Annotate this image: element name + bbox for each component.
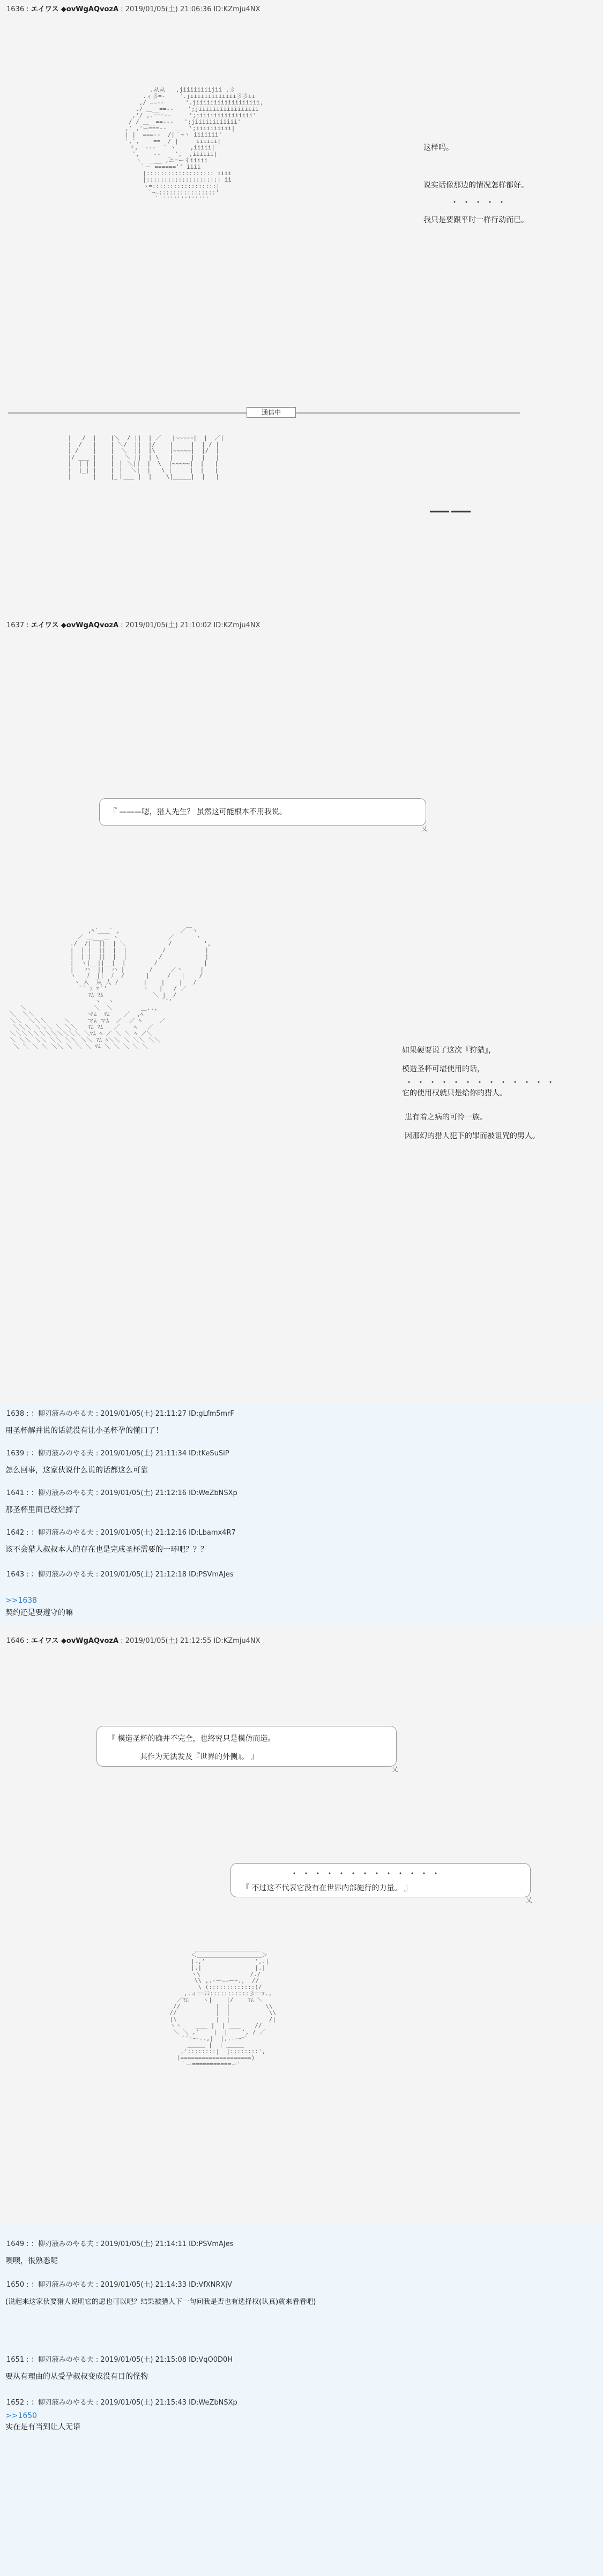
bubble-tail: 乂 <box>421 825 428 832</box>
post-text: 那圣杯里面已经烂掉了 <box>5 1506 80 1514</box>
post-header: 1641 : ：柳刃液みのやる夫 : 2019/01/05(土) 21:12:16 ID:WeZbNSXp <box>6 1489 237 1497</box>
post-text: 怎么回事，这家伙说什么说的话都这么可靠 <box>5 1466 148 1475</box>
post-meta: 2019/01/05(土) 21:15:43 ID:WeZbNSXp <box>100 2399 237 2407</box>
post-header: 1650 : ：柳刃液みのやる夫 : 2019/01/05(土) 21:14:33 ID:VfXNRXjV <box>6 2281 232 2289</box>
post-meta: 2019/01/05(土) 21:06:36 ID:KZmju4NX <box>125 5 260 13</box>
speech-text: 其作为无法发及『世界的外侧』。 』 <box>140 1753 259 1761</box>
post-text: 实在是有当到让人无语 <box>5 2423 80 2431</box>
post-1650 <box>0 2274 603 2349</box>
post-1639 <box>0 1443 603 1483</box>
bubble-tail: 乂 <box>525 1896 532 1904</box>
comm-divider-left <box>8 412 247 414</box>
post-number: 1642 <box>6 1529 25 1537</box>
post-meta: 2019/01/05(土) 21:12:55 ID:KZmju4NX <box>125 1637 260 1645</box>
dialogue-line: 它的使用权就只是给你的猎人。 <box>402 1089 507 1098</box>
speech-bubble <box>99 798 428 832</box>
poster-name: エイワス ◆ovWgAQvozA <box>31 1637 119 1645</box>
post-number: 1637 <box>6 621 25 629</box>
post-meta: 2019/01/05(土) 21:11:27 ID:gLfm5mrF <box>100 1410 234 1418</box>
trailing-dash: —— <box>429 498 472 523</box>
post-meta: 2019/01/05(土) 21:14:11 ID:PSVmAJes <box>100 2240 234 2248</box>
dialogue-line: 模造圣杯可堪使用的话， <box>402 1065 485 1073</box>
post-1638 <box>0 1403 603 1443</box>
dialogue-line: 我只是要跟平时一样行动而已。 <box>423 216 528 224</box>
post-number: 1641 <box>6 1489 25 1497</box>
poster-name: ：柳刃液みのやる夫 <box>31 1529 94 1537</box>
post-number: 1649 <box>6 2240 25 2248</box>
bubble-tail: 乂 <box>391 1766 398 1773</box>
post-meta: 2019/01/05(土) 21:12:18 ID:PSVmAJes <box>100 1571 234 1579</box>
post-number: 1639 <box>6 1450 25 1458</box>
post-number: 1652 <box>6 2399 25 2407</box>
post-1651 <box>0 2349 603 2392</box>
post-1643 <box>0 1562 603 1623</box>
post-1646 <box>0 1623 603 2223</box>
post-header: 1639 : ：柳刃液みのやる夫 : 2019/01/05(土) 21:11:34 ID:tKeSuSiP <box>6 1450 229 1458</box>
reply-anchor-link[interactable]: >>1638 <box>5 1596 38 1605</box>
post-meta: 2019/01/05(土) 21:12:16 ID:WeZbNSXp <box>100 1489 237 1497</box>
poster-name: ：柳刃液みのやる夫 <box>31 2356 94 2364</box>
ascii-art-grail: ＿＿＿＿＿＿＿＿＿＿＿ ＜＿＿＿＿＿＿＿＿＿＿＿＞ |.,' ',.| |.| |.| ヽ\ /./ \\ ,.-ー==ーｰ., // \ (:::::::::::::)/ ,.ィ==ﾐﾐ:::::::::::彡==ｧ., ／ﾏﾑ ヽ| |/ ﾏﾑ ＼ // | | \\ // | | \\ |\ | | /| ヽヽ ＿＿ | | ＿＿ // ＼ ＼ ,' | | ', / ／ ｀ﾞ=ｰ-..,| |,..-ｰ=ﾞ ＿＿＿ | | ＿＿＿ ,'::::::::| |::::::::', (====================) ｀ー===========ー' <box>169 1945 277 2068</box>
comm-label: 通信中 <box>261 409 281 416</box>
speech-text: 『 不过这不代表它没有在世界内部施行的力量。 』 <box>242 1884 412 1892</box>
poster-name: ：柳刃液みのやる夫 <box>31 1489 94 1497</box>
poster-name: ：柳刃液みのやる夫 <box>31 2399 94 2407</box>
post-number: 1650 <box>6 2281 25 2289</box>
post-header: 1643 : ：柳刃液みのやる夫 : 2019/01/05(土) 21:12:18 ID:PSVmAJes <box>6 1571 234 1579</box>
post-number: 1646 <box>6 1637 25 1645</box>
poster-name: ：柳刃液みのやる夫 <box>31 1450 94 1458</box>
poster-name: ：柳刃液みのやる夫 <box>31 2281 94 2289</box>
comm-status-box <box>247 407 296 418</box>
ascii-art-figure: ,ﾍ´＿＿ﾞ , ／￣ヽ ／ ＿___＿ ヽ ／ ヽ ./ /| || | ＼ / ', | | | || | | / | | | | || | | / | | ヽ|__||__| | / | | ハ || ハ | / ／ヽ | ヽ ﾉ || ﾉ / | / | / ヽ 人 从 人 / | | | / ｀ﾞ ﾌ ﾏ ﾞ' ヽ | / ／ ﾏﾑ ﾏﾑ ＼ | / ヽ ヽ ｀ﾞ' ＼ ＼ ＼ ＿.., ＼ ＼＼ マﾑ ﾏﾑ ／ ,ﾍ ＼＼ ＼＼＼ ＼ マﾑ マﾑ ／ ／ ﾍ ／ ＼＼＼ ＼＼＼ ＼ ＼＼ ﾏﾑ ﾏﾑ ／ ﾍ ／ ＼＼＼＼＼＼＼＼＼＼＼＼ ＼ﾏﾑ ﾍ ／ ＼ ＼ ﾍ ／＼ ＼ ＼＼ ＼＼ ＼＼ ＼＼ ＼＼ ﾏﾑ ﾍ＼＼ ＼ ＼＼ ＼＼ ＼ ＼ ＼ ＼ ＼＼ ＼ ＼ ＼ ﾏﾑ ＼ ＼ ＼ ＼ ＼ <box>10 927 211 1050</box>
post-number: 1636 <box>6 5 25 13</box>
post-header: 1636 : エイワス ◆ovWgAQvozA : 2019/01/05(土) 21:06:36 ID:KZmju4NX <box>6 5 260 13</box>
post-number: 1643 <box>6 1571 25 1579</box>
poster-name: エイワス ◆ovWgAQvozA <box>31 621 119 629</box>
post-1649 <box>0 2223 603 2274</box>
post-meta: 2019/01/05(土) 21:11:34 ID:tKeSuSiP <box>100 1450 229 1458</box>
poster-name: ：柳刃液みのやる夫 <box>31 1571 94 1579</box>
post-meta: 2019/01/05(土) 21:15:08 ID:VqO0D0H <box>100 2356 233 2364</box>
post-1652 <box>0 2392 603 2576</box>
post-header: 1652 : ：柳刃液みのやる夫 : 2019/01/05(土) 21:15:43 ID:WeZbNSXp <box>6 2399 237 2407</box>
post-text: 要从有理由的从受孕叔叔变成没有目的怪物 <box>5 2372 148 2381</box>
post-number: 1638 <box>6 1410 25 1418</box>
dialogue-line: 因那幻的猎人犯下的罪而被诅咒的男人。 <box>405 1132 540 1140</box>
post-1642 <box>0 1522 603 1562</box>
ellipsis-dots: ・・・・・・・・・・・・・ <box>405 1077 559 1087</box>
ascii-art-face: .从从 ,jiiiiiiiijii ,彡 .ィ彡=- '.jiiiiiiiiiiiii彡彡ii ,/ ==-- '.jiiiiiiiiiiiiiiiiii, ./ ＿__==-- ';jiiiiiiiiiiiiiiiii ,'/ ,.===-- ';jiiiiiiiiiiiiiii' / / ＿__==--- ';jiiiiiiiiiiii' ,' ,'ー===-- ＿＿ ';iiiiiiiiii| | | ===-- /|｀~ヽ iiiiiii' ',', == / | iiiiii| ヾ, --- ´ ヽ ,iiiii| ', -- _ ', ,iiiiii| ヽ ＿__ ,ニ=ー彳iiiii ｀ー ======'' iiii |::::::::::::::::::: iiii |::::::::::::::::::::: ii ゝ=::::::::::::::::::| ｀ｰ=::::::::::::::::' ｀'''''''''''''' <box>125 86 264 202</box>
post-meta: 2019/01/05(土) 21:10:02 ID:KZmju4NX <box>125 621 260 629</box>
ascii-art-large-text: | / | |＼ / || | ／ |~~~~~| | ／| | / | | ＼/ || |/ | | | / | | / | | ＼ || |\ |~~~~~| |/ | |/ ___ | | ＼ || | \ | | | | | | | | | ｜ ＼|| | \ |~~~~~| | | | |_| | | ｜ ＼| | \ | | | | | | |_｜___ | | \|_____| | | <box>68 434 224 480</box>
post-header: 1649 : ：柳刃液みのやる夫 : 2019/01/05(土) 21:14:11 ID:PSVmAJes <box>6 2240 234 2248</box>
post-header: 1638 : ：柳刃液みのやる夫 : 2019/01/05(土) 21:11:27 ID:gLfm5mrF <box>6 1410 234 1418</box>
post-header: 1646 : エイワス ◆ovWgAQvozA : 2019/01/05(土) 21:12:55 ID:KZmju4NX <box>6 1637 260 1645</box>
speech-bubble <box>230 1863 532 1904</box>
speech-text: 『 ———嗯，猎人先生？ 虽然这可能根本不用我说。 <box>109 808 287 816</box>
speech-text: 『 模造圣杯的确并不完全，也终究只是模仿而造。 <box>108 1734 276 1743</box>
post-text: (说起来这家伙要猎人说明它的愿也可以吧？结果被猎人下一句问我是否也有选择权(认真)就来看看吧) <box>5 2298 316 2306</box>
dialogue-line: 说实话像那边的情况怎样都好。 <box>423 181 528 190</box>
post-header: 1642 : ：柳刃液みのやる夫 : 2019/01/05(土) 21:12:16 ID:Lbamx4R7 <box>6 1529 236 1537</box>
ellipsis-dots: ・・・・・ <box>450 197 510 207</box>
post-1637 <box>0 616 603 1403</box>
post-meta: 2019/01/05(土) 21:12:16 ID:Lbamx4R7 <box>100 1529 236 1537</box>
reply-anchor-link[interactable]: >>1650 <box>5 2412 38 2420</box>
poster-name: ：柳刃液みのやる夫 <box>31 1410 94 1418</box>
poster-name: エイワス ◆ovWgAQvozA <box>31 5 119 13</box>
dialogue-line: 这样吗。 <box>423 144 453 152</box>
post-header: 1651 : ：柳刃液みのやる夫 : 2019/01/05(土) 21:15:08 ID:VqO0D0H <box>6 2356 233 2364</box>
dialogue-line: 患有着之病的可怜一族。 <box>405 1113 487 1122</box>
speech-bubble <box>96 1726 398 1773</box>
post-text: 该不会猎人叔叔本人的存在也是完成圣杯需要的一环吧？？？ <box>5 1545 208 1554</box>
poster-name: ：柳刃液みのやる夫 <box>31 2240 94 2248</box>
post-text: 用圣杯解并说的话就没有让小圣杯孕的懂口了！ <box>5 1426 163 1435</box>
comm-divider-right <box>295 412 520 414</box>
post-1636 <box>0 0 603 616</box>
post-meta: 2019/01/05(土) 21:14:33 ID:VfXNRXjV <box>100 2281 232 2289</box>
post-header: 1637 : エイワス ◆ovWgAQvozA : 2019/01/05(土) 21:10:02 ID:KZmju4NX <box>6 621 260 629</box>
dialogue-line: 如果硬要说了这次『狩猎』， <box>402 1046 496 1055</box>
ellipsis-dots: ・・・・・・・・・・・・・ <box>290 1868 444 1879</box>
post-text: 契约还是要遵守的嘛 <box>5 1609 73 1617</box>
post-1641 <box>0 1483 603 1522</box>
post-text: 噢噢，很熟悉呢 <box>5 2257 58 2265</box>
post-number: 1651 <box>6 2356 25 2364</box>
